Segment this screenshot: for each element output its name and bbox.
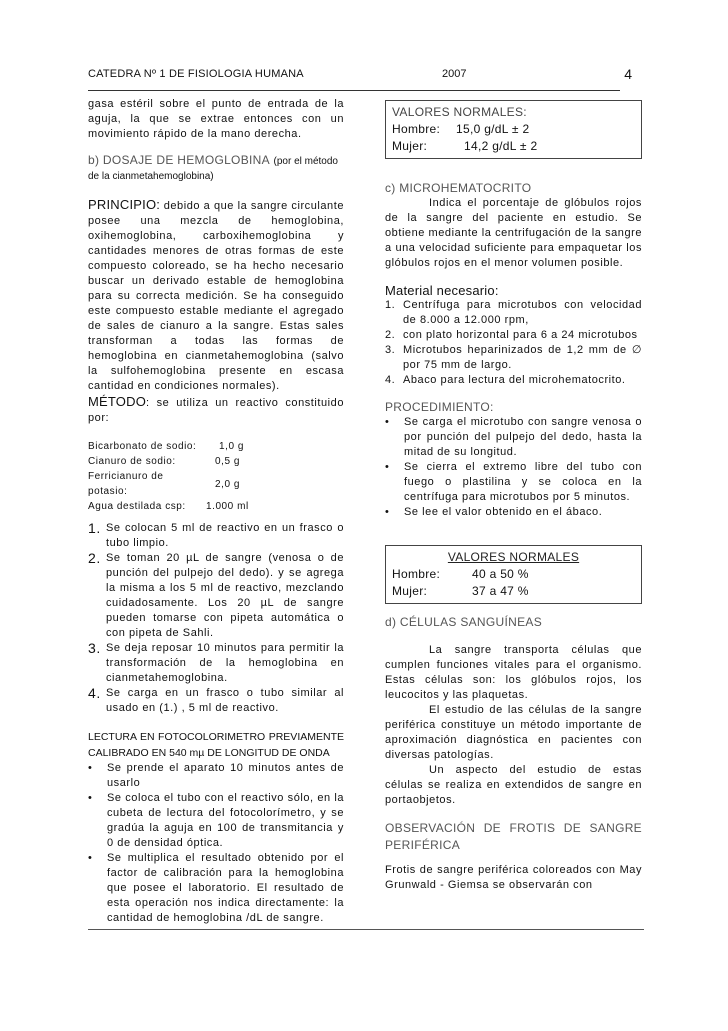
course-title: CATEDRA Nº 1 DE FISIOLOGIA HUMANA bbox=[88, 68, 304, 80]
principio-text: debido a que la sangre circulante posee una mezcla de hemoglobina, oxihemoglobina, carboxihemoglobina y cantidades menores de otras formas de este compuesto coloreado, se ha hecho necesario buscar un derivado estable de hemoglobina para su correcta medición. Se ha conseguido este compuesto estable mediante el agregado de sales de cianuro a la sangre. Estas sales transforman a todas las formas de hemoglobina en cianmetahemoglobina (salvo la sulfohemoglobina presente en escasa cantidad en condiciones normales). bbox=[88, 200, 344, 392]
reagent-qty: 2,0 g bbox=[215, 478, 240, 490]
lectura-text: Se multiplica el resultado obtenido por el factor de calibración para la hemoglobina que posee el laboratorio. El resultado de esta operación nos indica directamente: la cantidad de hemoglobina /dL de sangre. bbox=[107, 852, 344, 924]
step-text: Se colocan 5 ml de reactivo en un frasco o tubo limpio. bbox=[106, 522, 344, 549]
procedure-item bbox=[385, 505, 642, 520]
bullet-icon: • bbox=[385, 461, 390, 473]
step-number: 1. bbox=[88, 520, 101, 536]
section-b-subtitle: (por el método de la cianmetahemoglobina) bbox=[88, 156, 338, 182]
reagent-name: Cianuro de sodio: bbox=[88, 456, 176, 467]
lectura-list bbox=[88, 761, 344, 926]
material-text: Microtubos heparinizados de 1,2 mm de ∅ por 75 mm de largo. bbox=[403, 344, 642, 371]
reagent-row bbox=[88, 439, 249, 454]
section-b-heading bbox=[88, 153, 344, 184]
value-amount: 37 a 47 % bbox=[472, 584, 529, 598]
footer-rule bbox=[88, 929, 644, 930]
step-item bbox=[88, 551, 344, 641]
material-item bbox=[385, 373, 642, 388]
value-label: Mujer: bbox=[392, 584, 428, 598]
lectura-text: Se prende el aparato 10 minutos antes de usarlo bbox=[107, 762, 344, 789]
lectura-item bbox=[88, 851, 344, 926]
step-text: Se carga en un frasco o tubo similar al usado en (1.) , 5 ml de reactivo. bbox=[106, 687, 344, 714]
lectura-item bbox=[88, 761, 344, 791]
step-number: 3. bbox=[88, 640, 101, 656]
bullet-icon: • bbox=[88, 792, 93, 804]
lectura-text: Se coloca el tubo con el reactivo sólo, en la cubeta de lectura del fotocolorímetro, y se gradúa la aguja en 100 de transmitancia y 0 de densidad óptica. bbox=[107, 792, 344, 849]
value-amount: 14,2 g/dL ± 2 bbox=[464, 139, 538, 153]
material-list bbox=[385, 298, 642, 388]
material-text: Abaco para lectura del microhematocrito. bbox=[403, 374, 626, 386]
value-row bbox=[392, 121, 635, 138]
step-number: 4. bbox=[88, 685, 101, 701]
procedure-text: Se cierra el extremo libre del tubo con fuego o plastilina y se coloca en la centrífuga para microtubos por 5 minutos. bbox=[404, 461, 642, 503]
value-label: Hombre: bbox=[392, 122, 441, 136]
procedure-text: Se carga el microtubo con sangre venosa o por punción del pulpejo del dedo, hasta la mitad de su longitud. bbox=[404, 416, 642, 458]
reagent-name: Agua destilada csp: bbox=[88, 501, 186, 512]
reagent-qty: 0,5 g bbox=[215, 456, 240, 467]
procedure-text: Se lee el valor obtenido en el ábaco. bbox=[404, 506, 603, 518]
reagent-row bbox=[88, 469, 249, 499]
procedure-item bbox=[385, 415, 642, 460]
step-item bbox=[88, 686, 344, 716]
section-c-paragraph: Indica el porcentaje de glóbulos rojos de la sangre del paciente en estudio. Se obtiene mediante la centrifugación de la sangre a una velocidad suficiente para empaquetar los glóbulos rojos en el menor volumen posible. bbox=[385, 197, 643, 269]
value-label: Hombre: bbox=[392, 567, 441, 581]
value-row bbox=[392, 566, 635, 583]
hemoglobin-normal-values-box bbox=[385, 100, 642, 159]
principio-label: PRINCIPIO: bbox=[88, 197, 161, 212]
step-item bbox=[88, 641, 344, 686]
material-text: con plato horizontal para 6 a 24 microtubos bbox=[403, 329, 638, 341]
procedure-steps bbox=[88, 521, 344, 716]
material-heading: Material necesario: bbox=[385, 283, 499, 298]
section-b-title: b) DOSAJE DE HEMOGLOBINA bbox=[88, 153, 270, 167]
procedure-item bbox=[385, 460, 642, 505]
left-column bbox=[88, 97, 344, 926]
page-number: 4 bbox=[624, 66, 632, 82]
header-year: 2007 bbox=[442, 68, 467, 80]
reagent-qty: 1.000 ml bbox=[206, 501, 249, 512]
right-column bbox=[385, 97, 642, 893]
bullet-icon: • bbox=[88, 852, 93, 864]
lectura-item bbox=[88, 791, 344, 851]
value-amount: 15,0 g/dL ± 2 bbox=[456, 122, 530, 136]
principio-paragraph bbox=[88, 197, 344, 394]
box-title: VALORES NORMALES: bbox=[392, 105, 527, 119]
procedure-list bbox=[385, 415, 642, 520]
reagent-table bbox=[88, 439, 249, 514]
step-item bbox=[88, 521, 344, 551]
step-text: Se deja reposar 10 minutos para permitir la transformación de la hemoglobina en cianmetahemoglobina. bbox=[106, 642, 344, 684]
page-header bbox=[88, 68, 632, 84]
section-c-title: c) MICROHEMATOCRITO bbox=[385, 181, 532, 195]
section-d-title: d) CÉLULAS SANGUÍNEAS bbox=[385, 615, 543, 629]
material-number: 4. bbox=[385, 374, 396, 386]
section-d-paragraph-1: La sangre transporta células que cumplen funciones vitales para el organismo. Estas células son: los glóbulos rojos, los leucocitos y las plaquetas. bbox=[385, 644, 642, 701]
bullet-icon: • bbox=[385, 416, 390, 428]
section-d-paragraph-2: El estudio de las células de la sangre periférica constituye un método importante de aproximación diagnóstica en pacientes con diversas patologías. bbox=[385, 704, 642, 761]
bullet-icon: • bbox=[385, 506, 390, 518]
bullet-icon: • bbox=[88, 762, 93, 774]
reagent-row bbox=[88, 499, 249, 514]
reagent-name: Bicarbonato de sodio: bbox=[88, 441, 197, 452]
metodo-text: : se utiliza un reactivo constituido por: bbox=[88, 397, 344, 424]
material-number: 1. bbox=[385, 299, 396, 311]
value-row bbox=[392, 583, 635, 600]
step-text: Se toman 20 µL de sangre (venosa o de punción del pulpejo del dedo). y se agrega la misma a los 5 ml de reactivo, mezclando cuidadosamente. Los 20 µL de sangre pueden tomarse con pipeta automática o con pipeta de Sahli. bbox=[106, 552, 344, 639]
material-item bbox=[385, 328, 642, 343]
box-title: VALORES NORMALES bbox=[447, 550, 580, 564]
observation-paragraph: Frotis de sangre periférica coloreados con May Grunwald - Giemsa se observarán con bbox=[385, 864, 642, 891]
section-d-paragraph-3: Un aspecto del estudio de estas células se realiza en extendidos de sangre en portaobjetos. bbox=[385, 764, 642, 806]
value-amount: 40 a 50 % bbox=[472, 567, 529, 581]
reagent-row bbox=[88, 454, 249, 469]
step-number: 2. bbox=[88, 550, 101, 566]
reagent-qty: 1,0 g bbox=[219, 441, 244, 452]
material-item bbox=[385, 343, 642, 373]
hematocrit-normal-values-box bbox=[385, 545, 642, 604]
material-text: Centrífuga para microtubos con velocidad de 8.000 a 12.000 rpm, bbox=[403, 299, 642, 326]
procedure-heading: PROCEDIMIENTO: bbox=[385, 400, 494, 414]
header-rule bbox=[88, 90, 620, 91]
value-label: Mujer: bbox=[392, 139, 428, 153]
material-item bbox=[385, 298, 642, 328]
observation-heading: OBSERVACIÓN DE FROTIS DE SANGRE PERIFÉRICA bbox=[385, 821, 642, 852]
material-number: 3. bbox=[385, 344, 396, 356]
value-row bbox=[392, 138, 635, 155]
reagent-name: Ferricianuro de potasio: bbox=[88, 471, 164, 497]
intro-paragraph: gasa estéril sobre el punto de entrada de la aguja, la que se extrae entonces con un movimiento rápido de la mano derecha. bbox=[88, 98, 344, 140]
material-number: 2. bbox=[385, 329, 396, 341]
lectura-heading: LECTURA EN FOTOCOLORIMETRO PREVIAMENTE CALIBRADO EN 540 mµ DE LONGITUD DE ONDA bbox=[88, 731, 344, 759]
metodo-paragraph bbox=[88, 394, 344, 426]
metodo-label: MÉTODO bbox=[88, 394, 147, 409]
